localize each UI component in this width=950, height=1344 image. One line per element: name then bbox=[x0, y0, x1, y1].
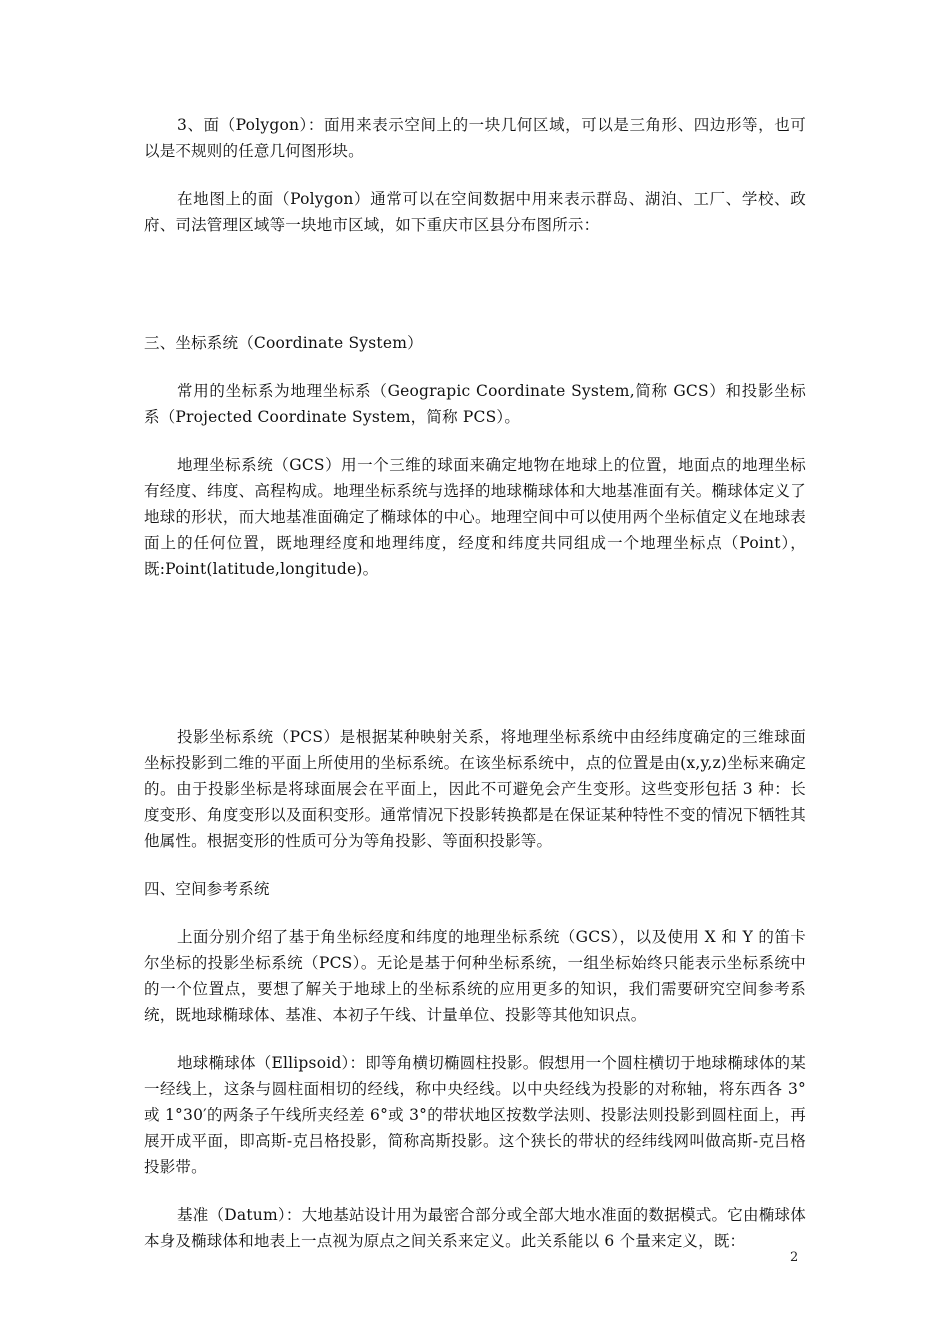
page-number: 2 bbox=[790, 1250, 799, 1265]
paragraph-polygon-map-usage: 在地图上的面（Polygon）通常可以在空间数据中用来表示群岛、湖泊、工厂、学校、政府、司法管理区域等一块地市区域，如下重庆市区县分布图所示： bbox=[144, 190, 806, 234]
document-page bbox=[144, 112, 806, 1276]
map-figure-placeholder bbox=[144, 260, 806, 330]
paragraph-spatial-reference-intro: 上面分别介绍了基于角坐标经度和纬度的地理坐标系统（GCS），以及使用 X 和 Y 的笛卡尔坐标的投影坐标系统（PCS）。无论是基于何种坐标系统，一组坐标始终只能表示坐标系统中的一个位置点，要想了解关于地球上的坐标系统的应用更多的知识，我们需要研究空间参考系统，既地球椭球体、基准、本初子午线、计量单位、投影等其他知识点。 bbox=[144, 928, 806, 1024]
paragraph-polygon-definition: 3、面（Polygon）：面用来表示空间上的一块几何区域，可以是三角形、四边形等，也可以是不规则的任意几何图形块。 bbox=[144, 116, 806, 160]
paragraph-gcs: 地理坐标系统（GCS）用一个三维的球面来确定地物在地球上的位置，地面点的地理坐标有经度、纬度、高程构成。地理坐标系统与选择的地球椭球体和大地基准面有关。椭球体定义了地球的形状，而大地基准面确定了椭球体的中心。地理空间中可以使用两个坐标值定义在地球表面上的任何位置，既地理经度和地理纬度，经度和纬度共同组成一个地理坐标点（Point），既:Point(latitude,longitude)。 bbox=[144, 456, 806, 578]
paragraph-datum: 基准（Datum）：大地基站设计用为最密合部分或全部大地水准面的数据模式。它由椭球体本身及椭球体和地表上一点视为原点之间关系来定义。此关系能以 6 个量来定义，既： bbox=[144, 1206, 806, 1250]
paragraph-pcs: 投影坐标系统（PCS）是根据某种映射关系，将地理坐标系统中由经纬度确定的三维球面坐标投影到二维的平面上所使用的坐标系统。在该坐标系统中，点的位置是由(x,y,z)坐标来确定的。由于投影坐标是将球面展会在平面上，因此不可避免会产生变形。这些变形包括 3 种：长度变形、角度变形以及面积变形。通常情况下投影转换都是在保证某种特性不变的情况下牺牲其他属性。根据变形的性质可分为等角投影、等面积投影等。 bbox=[144, 728, 806, 850]
paragraph-ellipsoid: 地球椭球体（Ellipsoid）：即等角横切椭圆柱投影。假想用一个圆柱横切于地球椭球体的某一经线上，这条与圆柱面相切的经线，称中央经线。以中央经线为投影的对称轴，将东西各 3°或 1°30′的两条子午线所夹经差 6°或 3°的带状地区按数学法则、投影法则投影到圆柱面上，再展开成平面，即高斯-克吕格投影，简称高斯投影。这个狭长的带状的经纬线网叫做高斯-克吕格投影带。 bbox=[144, 1054, 806, 1176]
section-heading-coordinate-system: 三、坐标系统（Coordinate System） bbox=[144, 334, 423, 352]
paragraph-gcs-pcs-intro: 常用的坐标系为地理坐标系（Geograpic Coordinate System,简称 GCS）和投影坐标系（Projected Coordinate System，简称 PCS）。 bbox=[144, 382, 806, 426]
figure-placeholder bbox=[144, 604, 806, 724]
section-heading-spatial-reference: 四、空间参考系统 bbox=[144, 880, 270, 898]
